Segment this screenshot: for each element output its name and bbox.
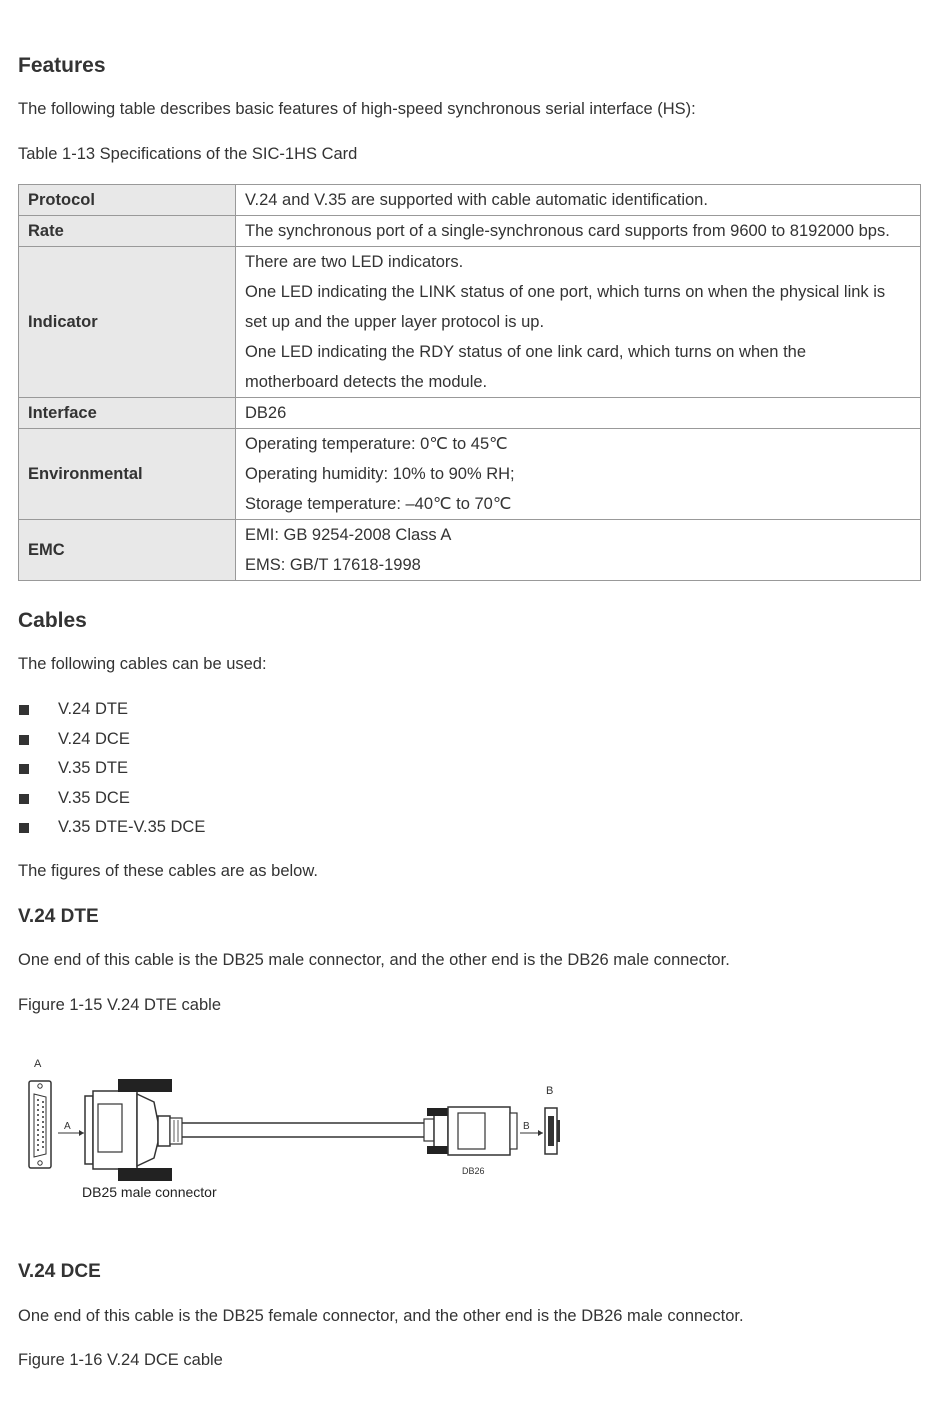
bullet-square-icon (19, 823, 29, 833)
v24-dte-description: One end of this cable is the DB25 male connector, and the other end is the DB26 male connector. (18, 951, 730, 969)
value-line: Operating temperature: 0℃ to 45℃ (245, 435, 508, 453)
row-value (236, 216, 921, 247)
label-db25: DB25 male connector (82, 1184, 217, 1200)
label-db26: DB26 (462, 1166, 485, 1176)
value-line: One LED indicating the LINK status of one port, which turns on when the physical link is (245, 283, 886, 301)
table-row (19, 216, 921, 247)
label-b-top: B (546, 1085, 554, 1097)
cables-intro: The following cables can be used: (18, 655, 267, 673)
row-key: EMC (19, 520, 236, 581)
row-key: Environmental (19, 429, 236, 520)
row-value (236, 520, 921, 581)
value-line: motherboard detects the module. (245, 373, 488, 391)
value-line: V.24 and V.35 are supported with cable automatic identification. (245, 191, 708, 209)
value-line: The synchronous port of a single-synchronous card supports from 9600 to 8192000 bps. (245, 222, 890, 240)
v24-dce-description: One end of this cable is the DB25 female connector, and the other end is the DB26 male connector. (18, 1307, 744, 1325)
v24-dce-heading: V.24 DCE (18, 1261, 101, 1282)
label-a-top: A (34, 1058, 42, 1070)
cable-list (18, 695, 205, 843)
list-item (18, 754, 205, 784)
list-item (18, 813, 205, 843)
list-item-label: V.24 DTE (58, 700, 129, 718)
bullet-square-icon (19, 794, 29, 804)
bullet-square-icon (19, 735, 29, 745)
list-item-label: V.35 DTE (58, 759, 129, 778)
row-value (236, 247, 921, 398)
bullet-square-icon (19, 764, 29, 774)
features-intro: The following table describes basic features of high-speed synchronous serial interface (HS): (18, 100, 696, 118)
v24-dce-figure-caption: Figure 1-16 V.24 DCE cable (18, 1351, 223, 1369)
db26-connector (424, 1107, 517, 1155)
list-item-label: V.24 DCE (58, 729, 130, 748)
value-line: DB26 (245, 404, 287, 422)
row-key: Rate (19, 216, 236, 247)
table-row (19, 520, 921, 581)
cables-heading: Cables (18, 609, 87, 632)
list-item-label: V.35 DTE-V.35 DCE (58, 818, 206, 837)
db25-connector (85, 1079, 182, 1181)
bullet-square-icon (19, 705, 29, 715)
spec-table (18, 184, 921, 581)
table-row (19, 398, 921, 429)
row-key: Indicator (19, 247, 236, 398)
features-heading: Features (18, 54, 106, 77)
list-item-label: V.35 DCE (58, 788, 130, 807)
v24-dte-figure-caption: Figure 1-15 V.24 DTE cable (18, 996, 222, 1014)
table-caption: Table 1-13 Specifications of the SIC-1HS Card (18, 145, 358, 163)
row-key: Interface (19, 398, 236, 429)
value-line: Operating humidity: 10% to 90% RH; (245, 465, 515, 483)
table-row (19, 185, 921, 216)
row-value (236, 185, 921, 216)
table-row (19, 429, 921, 520)
db26-face-view (545, 1108, 560, 1154)
list-item (18, 784, 205, 814)
row-key: Protocol (19, 185, 236, 216)
label-a-arrow: A (64, 1121, 71, 1132)
list-item (18, 725, 205, 755)
cables-outro: The figures of these cables are as below. (18, 862, 318, 880)
row-value (236, 398, 921, 429)
list-item (18, 695, 205, 725)
table-row (19, 247, 921, 398)
value-line: EMS: GB/T 17618-1998 (245, 556, 421, 574)
v24-dte-heading: V.24 DTE (18, 906, 99, 927)
db25-face-view (29, 1081, 51, 1168)
value-line: There are two LED indicators. (245, 253, 464, 271)
value-line: One LED indicating the RDY status of one link card, which turns on when the (245, 343, 807, 361)
label-b-arrow: B (523, 1121, 530, 1132)
value-line: set up and the upper layer protocol is up. (245, 313, 545, 331)
v24-dte-cable-figure (18, 1050, 578, 1210)
value-line: Storage temperature: –40℃ to 70℃ (245, 495, 512, 513)
value-line: EMI: GB 9254-2008 Class A (245, 526, 452, 544)
row-value (236, 429, 921, 520)
